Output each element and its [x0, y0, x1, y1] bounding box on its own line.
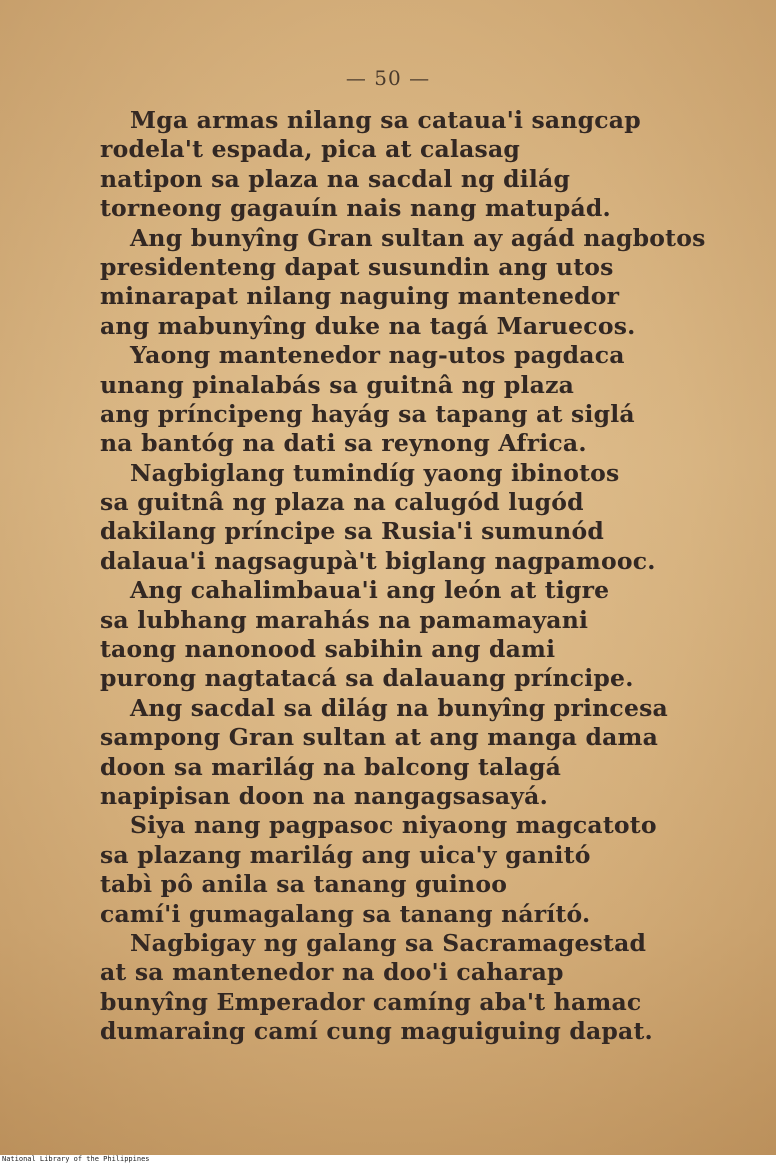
verse-line: Siya nang pagpasoc niyaong magcatoto [130, 811, 657, 840]
verse-line: Ang cahalimbaua'i ang león at tigre [130, 576, 610, 605]
stanza [100, 576, 720, 694]
verse-line: sampong Gran sultan at ang manga dama [100, 723, 659, 752]
verse-line: natipon sa plaza na sacdal ng dilág [100, 164, 571, 193]
verse-line: Nagbigay ng galang sa Sacramagestad [130, 928, 647, 957]
verse-line: minarapat nilang naguing mantenedor [100, 282, 620, 311]
stanza [100, 811, 720, 929]
verse-line: sa guitnâ ng plaza na calugód lugód [100, 488, 584, 517]
verse-line: rodela't espada, pica at calasag [100, 135, 521, 164]
verse-line: purong nagtatacá sa dalauang príncipe. [100, 664, 634, 693]
verse-line: sa lubhang marahás na pamamayani [100, 605, 589, 634]
verse-line: sa plazang marilág ang uica'y ganitó [100, 840, 591, 869]
library-credit: National Library of the Philippines [2, 1155, 150, 1163]
verse-line: ang príncipeng hayág sa tapang at siglá [100, 399, 635, 428]
verse-line: tabì pô anila sa tanang guinoo [100, 870, 508, 899]
verse-line: Ang sacdal sa dilág na bunyîng princesa [130, 693, 668, 722]
verse-line: dalaua'i nagsagupà't biglang nagpamooc. [100, 546, 656, 575]
verse-line: ang mabunyîng duke na tagá Maruecos. [100, 311, 636, 340]
stanza [100, 224, 720, 342]
verse-line: presidenteng dapat susundin ang utos [100, 252, 614, 281]
verse-line: doon sa marilág na balcong talagá [100, 752, 562, 781]
verse-line: torneong gagauín nais nang matupád. [100, 194, 611, 223]
verse-line: bunyîng Emperador camíng aba't hamac [100, 987, 642, 1016]
verse-line: Mga armas nilang sa cataua'i sangcap [130, 106, 641, 134]
verse-line: dumaraing camí cung maguiguing dapat. [100, 1017, 653, 1046]
verse-line: unang pinalabás sa guitnâ ng plaza [100, 370, 575, 399]
verse-line: dakilang príncipe sa Rusia'i sumunód [100, 517, 604, 546]
page-number: — 50 — [345, 66, 431, 90]
stanza [100, 341, 720, 459]
verse-line: napipisan doon na nangagsasayá. [100, 781, 548, 810]
stanza [100, 929, 720, 1047]
stanza [100, 106, 720, 224]
verse-line: Yaong mantenedor nag-utos pagdaca [130, 341, 625, 370]
verse-line: Ang bunyîng Gran sultan ay agád nagbotos [130, 223, 706, 252]
verse-line: taong nanonood sabihin ang dami [100, 635, 556, 664]
verse-line: na bantóg na dati sa reynong Africa. [100, 429, 587, 458]
poem-verses [100, 106, 720, 1047]
verse-line: at sa mantenedor na doo'i caharap [100, 958, 564, 987]
stanza [100, 694, 720, 812]
verse-line: camí'i gumagalang sa tanang nárító. [100, 899, 591, 928]
verse-line: Nagbiglang tumindíg yaong ibinotos [130, 458, 620, 487]
stanza [100, 459, 720, 577]
